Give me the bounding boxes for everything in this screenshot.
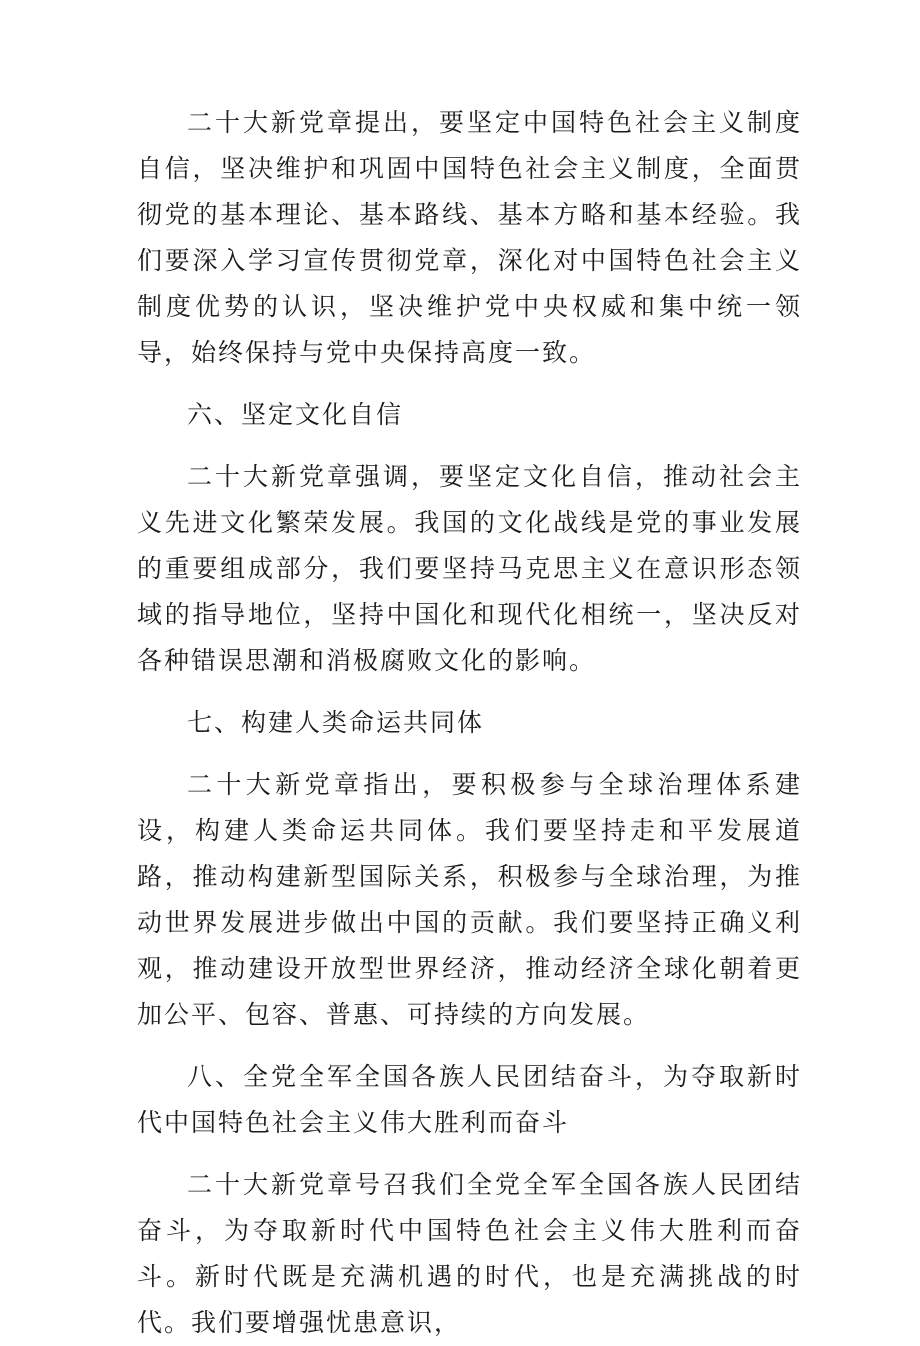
section-heading-6: 六、坚定文化自信 [187,400,404,429]
document-body [137,100,802,1346]
paragraph-system-confidence: 二十大新党章提出，要坚定中国特色社会主义制度自信，坚决维护和巩固中国特色社会主义制度，全面贯彻党的基本理论、基本路线、基本方略和基本经验。我们要深入学习宣传贯彻党章，深化对中国特色社会主义制度优势的认识，坚决维护党中央权威和集中统一领导，始终保持与党中央保持高度一致。 [137,108,802,367]
section-heading-8: 八、全党全军全国各族人民团结奋斗，为夺取新时代中国特色社会主义伟大胜利而奋斗 [137,1062,802,1137]
paragraph-cultural-confidence: 二十大新党章强调，要坚定文化自信，推动社会主义先进文化繁荣发展。我国的文化战线是党的事业发展的重要组成部分，我们要坚持马克思主义在意识形态领域的指导地位，坚持中国化和现代化相统一，坚决反对各种错误思潮和消极腐败文化的影响。 [137,462,802,675]
section-heading-7: 七、构建人类命运共同体 [187,708,485,737]
paragraph-shared-future: 二十大新党章指出，要积极参与全球治理体系建设，构建人类命运共同体。我们要坚持走和平发展道路，推动构建新型国际关系，积极参与全球治理，为推动世界发展进步做出中国的贡献。我们要坚持正确义利观，推动建设开放型世界经济，推动经济全球化朝着更加公平、包容、普惠、可持续的方向发展。 [137,770,802,1029]
paragraph-unity-struggle: 二十大新党章号召我们全党全军全国各族人民团结奋斗，为夺取新时代中国特色社会主义伟大胜利而奋斗。新时代既是充满机遇的时代，也是充满挑战的时代。我们要增强忧患意识， [137,1170,802,1337]
